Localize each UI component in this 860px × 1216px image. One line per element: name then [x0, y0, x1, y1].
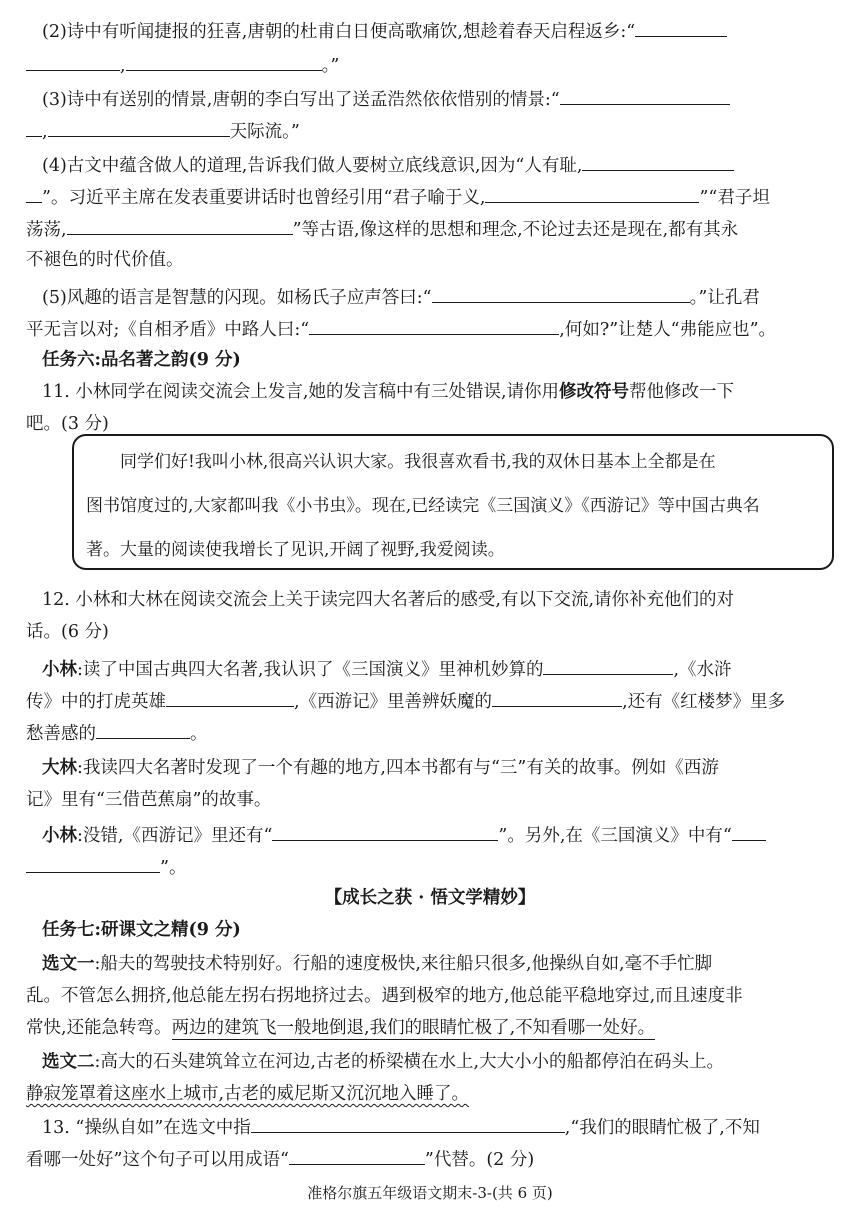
speaker-name: 小林 [42, 660, 77, 680]
punct: ”。 [160, 858, 187, 878]
answer-blank[interactable] [26, 118, 42, 137]
answer-blank[interactable] [309, 316, 559, 335]
text: 看哪一处好”这个句子可以用成语“ [26, 1150, 289, 1170]
q10-p2-text: (2)诗中有听闻捷报的狂喜,唐朝的杜甫白日便高歌痛饮,想趁着春天启程返乡:“ [42, 22, 636, 42]
passage1-line2: 乱。不管怎么拥挤,他总能左拐右拐地挤过去。遇到极窄的地方,他总能平稳地穿过,而且速度非 [26, 986, 743, 1006]
answer-blank[interactable] [26, 184, 42, 203]
answer-blank[interactable] [582, 152, 734, 171]
text: 常快,还能急转弯。 [26, 1018, 172, 1038]
task6-title: 任务六:品名著之韵(9 分) [42, 350, 241, 370]
answer-blank[interactable] [432, 284, 690, 303]
answer-blank[interactable] [560, 86, 730, 105]
q13-line2 [26, 1146, 834, 1172]
answer-blank[interactable] [26, 52, 120, 71]
xiaolin-line2 [26, 688, 834, 714]
answer-blank[interactable] [492, 688, 622, 707]
text: 愁善感的 [26, 724, 96, 744]
answer-blank[interactable] [635, 18, 727, 37]
q10-p4-text: (4)古文中蕴含做人的道理,告诉我们做人要树立底线意识,因为“人有耻, [42, 156, 583, 176]
answer-blank[interactable] [96, 720, 190, 739]
answer-blank[interactable] [126, 52, 322, 71]
text: 不褪色的时代价值。 [26, 250, 184, 270]
answer-blank[interactable] [732, 822, 766, 841]
dalin-line1 [42, 756, 834, 780]
punct: , [42, 122, 48, 142]
answer-blank[interactable] [67, 216, 293, 235]
q10-p3-line1 [42, 86, 834, 112]
text: :没错,《西游记》里还有“ [77, 826, 273, 846]
q10-p4-line2 [26, 184, 834, 210]
speaker-name: 大林 [42, 758, 77, 778]
text: ,“我们的眼睛忙极了,不知 [564, 1118, 760, 1138]
text: ,《水浒 [673, 660, 732, 680]
q10-p3-line2 [26, 118, 834, 144]
punct: , [120, 56, 126, 76]
xiaolin-line1 [42, 656, 834, 682]
text: ”等古语,像这样的思想和理念,不论过去还是现在,都有其永 [292, 220, 739, 240]
dalin-line2: 记》里有“三借芭蕉扇”的故事。 [26, 790, 272, 810]
q10-p5-line2 [26, 316, 834, 342]
q10-p3-text: (3)诗中有送别的情景,唐朝的李白写出了送孟浩然依依惜别的情景:“ [42, 90, 560, 110]
q11-line2: 吧。(3 分) [26, 414, 109, 434]
answer-blank[interactable] [48, 118, 230, 137]
answer-blank[interactable] [166, 688, 294, 707]
xiaolin-line3 [26, 720, 834, 746]
text: 传》中的打虎英雄 [26, 692, 166, 712]
answer-blank[interactable] [485, 184, 699, 203]
task7-title: 任务七:研课文之精(9 分) [42, 920, 241, 940]
q12-line1: 12. 小林和大林在阅读交流会上关于读完四大名著后的感受,有以下交流,请你补充他们的对 [42, 590, 735, 610]
punct: 。 [190, 724, 208, 744]
passage1-line1 [42, 952, 834, 976]
answer-blank[interactable] [272, 822, 498, 841]
text: :读了中国古典四大名著,我认识了《三国演义》里神机妙算的 [77, 660, 544, 680]
q12-line2: 话。(6 分) [26, 622, 109, 642]
passage-label: 选文二 [42, 1052, 95, 1072]
bold-text: 修改符号 [559, 382, 630, 402]
text: ”“君子坦 [699, 188, 770, 208]
answer-blank[interactable] [26, 854, 160, 873]
speech-line: 图书馆度过的,大家都叫我《小书虫》。现在,已经读完《三国演义》《西游记》等中国古典名 [86, 496, 760, 516]
speech-line: 同学们好!我叫小林,很高兴认识大家。我很喜欢看书,我的双休日基本上全都是在 [120, 452, 716, 472]
text: ,何如?”让楚人“弗能应也”。 [559, 320, 777, 340]
text: ”代替。(2 分) [424, 1150, 535, 1170]
passage-label: 选文一 [42, 954, 95, 974]
q10-p2-line1 [42, 18, 834, 44]
answer-blank[interactable] [289, 1146, 425, 1165]
punct: 。” [321, 56, 340, 76]
text: 天际流。” [229, 122, 300, 142]
speech-box [72, 434, 834, 570]
answer-blank[interactable] [543, 656, 673, 675]
text: 。”让孔君 [689, 288, 760, 308]
text: 13. “操纵自如”在选文中指 [42, 1118, 251, 1138]
text: :船夫的驾驶技术特别好。行船的速度极快,来往船只很多,他操纵自如,毫不手忙脚 [94, 954, 713, 974]
speaker-name: 小林 [42, 826, 77, 846]
text: 11. 小林同学在阅读交流会上发言,她的发言稿中有三处错误,请你用 [42, 382, 560, 402]
passage1-line3 [26, 1016, 834, 1040]
underlined-sentence: 两边的建筑飞一般地倒退,我们的眼睛忙极了,不知看哪一处好。 [171, 1018, 656, 1038]
page-footer: 准格尔旗五年级语文期末-3-(共 6 页) [307, 1184, 553, 1202]
answer-blank[interactable] [251, 1114, 565, 1133]
text: 荡荡, [26, 220, 67, 240]
q10-p5-line1 [42, 284, 834, 310]
xiaolin2-line1 [42, 822, 834, 848]
text: 帮他修改一下 [629, 382, 735, 402]
section-heading: 【成长之获 · 悟文学精妙】 [324, 888, 536, 908]
wavy-underlined-sentence: 静寂笼罩着这座水上城市,古老的威尼斯又沉沉地入睡了。 [26, 1084, 470, 1104]
text: ”。习近平主席在发表重要讲话时也曾经引用“君子喻于义, [42, 188, 486, 208]
q10-p2-line2 [26, 52, 834, 78]
text: :我读四大名著时发现了一个有趣的地方,四本书都有与“三”有关的故事。例如《西游 [77, 758, 719, 778]
text: ,还有《红楼梦》里多 [622, 692, 786, 712]
q13-line1 [42, 1114, 834, 1140]
text: :高大的石头建筑耸立在河边,古老的桥梁横在水上,大大小小的船都停泊在码头上。 [94, 1052, 725, 1072]
text: (5)风趣的语言是智慧的闪现。如杨氏子应声答曰:“ [42, 288, 432, 308]
text: ”。另外,在《三国演义》中有“ [498, 826, 732, 846]
q10-p4-line3 [26, 216, 834, 242]
passage2-line1 [42, 1050, 834, 1074]
speech-line: 著。大量的阅读使我增长了见识,开阔了视野,我爱阅读。 [86, 540, 505, 560]
q11-line1 [42, 380, 834, 404]
text: ,《西游记》里善辨妖魔的 [294, 692, 493, 712]
xiaolin2-line2 [26, 854, 834, 880]
text: 平无言以对;《自相矛盾》中路人曰:“ [26, 320, 310, 340]
q10-p4-line1 [42, 152, 834, 178]
q10-p4-line4 [26, 248, 834, 272]
passage2-line2 [26, 1082, 834, 1106]
